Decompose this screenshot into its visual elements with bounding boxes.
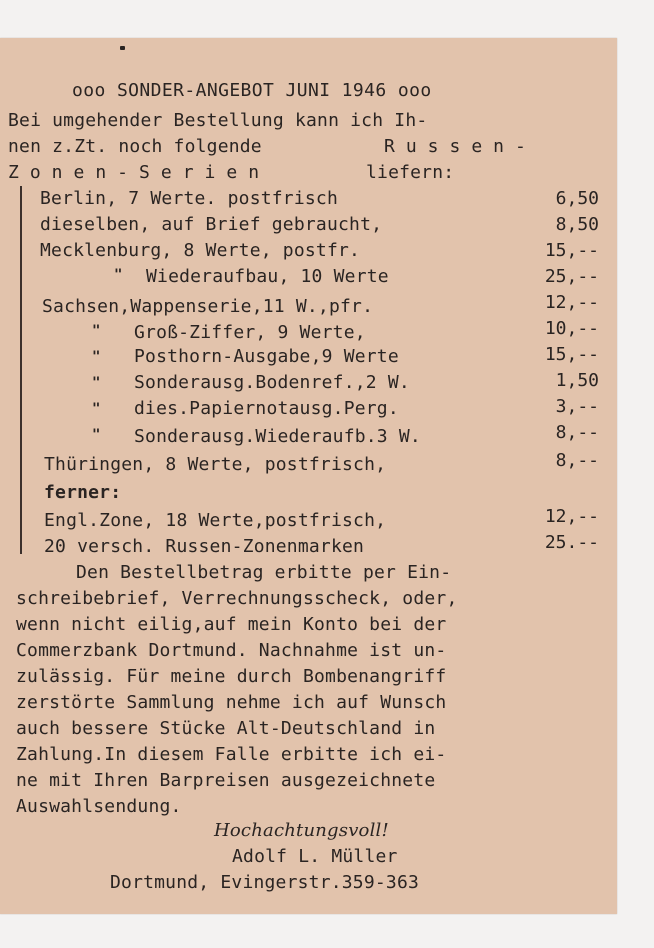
- item-price: 12,--: [544, 506, 599, 527]
- item-label: Posthorn-Ausgabe,9 Werte: [134, 346, 399, 367]
- body-line: auch bessere Stücke Alt-Deutschland in: [16, 718, 436, 739]
- item-price: 12,--: [544, 292, 599, 313]
- body-line: Commerzbank Dortmund. Nachnahme ist un-: [16, 640, 447, 661]
- body-line: Auswahlsendung.: [16, 796, 182, 817]
- body-line: zerstörte Sammlung nehme ich auf Wunsch: [16, 692, 447, 713]
- ditto-mark: ": [92, 375, 101, 391]
- intro-line-2: nen z.Zt. noch folgende: [8, 136, 262, 157]
- item-label: 20 versch. Russen-Zonenmarken: [44, 536, 365, 557]
- ditto-mark: ": [114, 267, 123, 283]
- item-price: 15,--: [544, 344, 599, 365]
- offer-title: ooo SONDER-ANGEBOT JUNI 1946 ooo: [72, 80, 432, 101]
- intro-line-2-russen: Russen-: [384, 136, 537, 157]
- item-price: 6,50: [555, 188, 599, 209]
- item-label: Sonderausg.Wiederaufb.3 W.: [134, 426, 421, 447]
- intro-line-3-zonen: Zonen-Serien: [8, 162, 271, 183]
- body-line: ne mit Ihren Barpreisen ausgezeichnete: [16, 770, 436, 791]
- intro-line-1: Bei umgehender Bestellung kann ich Ih-: [8, 110, 428, 131]
- ditto-mark: ": [92, 323, 101, 339]
- body-line: schreibebrief, Verrechnungsscheck, oder,: [16, 588, 458, 609]
- body-line: Den Bestellbetrag erbitte per Ein-: [76, 562, 452, 583]
- item-price: 8,50: [555, 214, 599, 235]
- item-price: 3,--: [555, 396, 599, 417]
- ditto-mark: ": [92, 349, 101, 365]
- closing: Hochachtungsvoll!: [214, 820, 389, 841]
- postcard: [0, 38, 617, 914]
- item-label: dieselben, auf Brief gebraucht,: [40, 214, 383, 235]
- item-label: Berlin, 7 Werte. postfrisch: [40, 188, 338, 209]
- signature: Adolf L. Müller: [232, 846, 398, 867]
- body-line: zulässig. Für meine durch Bombenangriff: [16, 666, 447, 687]
- item-price: 10,--: [544, 318, 599, 339]
- list-bracket: [20, 186, 22, 554]
- item-label: Sonderausg.Bodenref.,2 W.: [134, 372, 410, 393]
- ink-speck: [120, 46, 125, 50]
- item-label: Wiederaufbau, 10 Werte: [146, 266, 389, 287]
- intro-line-3-liefern: liefern:: [366, 162, 455, 183]
- item-price: 8,--: [555, 422, 599, 443]
- item-price: 8,--: [555, 450, 599, 471]
- item-label: dies.Papiernotausg.Perg.: [134, 398, 399, 419]
- body-line: wenn nicht eilig,auf mein Konto bei der: [16, 614, 447, 635]
- address: Dortmund, Evingerstr.359-363: [110, 872, 420, 893]
- item-label: Thüringen, 8 Werte, postfrisch,: [44, 454, 387, 475]
- item-label: Mecklenburg, 8 Werte, postfr.: [40, 240, 361, 261]
- item-price: 25.--: [544, 532, 599, 553]
- item-label: Engl.Zone, 18 Werte,postfrisch,: [44, 510, 387, 531]
- item-price: 25,--: [544, 266, 599, 287]
- body-line: Zahlung.In diesem Falle erbitte ich ei-: [16, 744, 447, 765]
- ditto-mark: ": [92, 427, 101, 443]
- ditto-mark: ": [92, 401, 101, 417]
- item-label: Groß-Ziffer, 9 Werte,: [134, 322, 366, 343]
- ferner-label: ferner:: [44, 482, 122, 503]
- item-price: 15,--: [544, 240, 599, 261]
- item-price: 1,50: [555, 370, 599, 391]
- item-label: Sachsen,Wappenserie,11 W.,pfr.: [42, 296, 374, 317]
